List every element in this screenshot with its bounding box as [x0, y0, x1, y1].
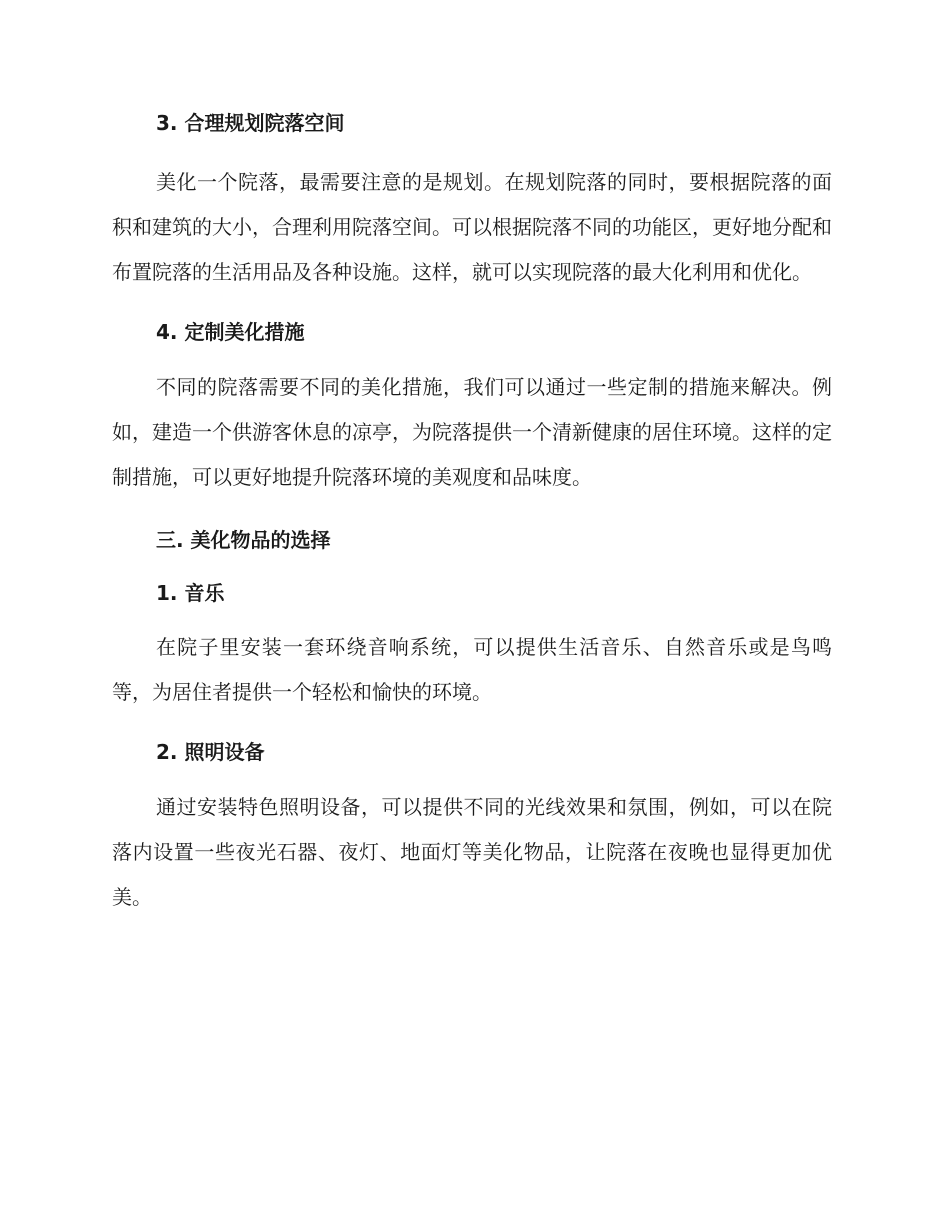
- section-paragraph-music: 在院子里安装一套环绕音响系统，可以提供生活音乐、自然音乐或是鸟鸣等，为居住者提供一个轻松和愉快的环境。: [112, 635, 832, 704]
- section-heading-planning: 3. 合理规划院落空间: [156, 111, 345, 135]
- section-heading-custom-measures: 4. 定制美化措施: [156, 320, 305, 344]
- section-heading-lighting: 2. 照明设备: [156, 740, 265, 764]
- section-paragraph-planning: 美化一个院落，最需要注意的是规划。在规划院落的同时，要根据院落的面积和建筑的大小，合理利用院落空间。可以根据院落不同的功能区，更好地分配和布置院落的生活用品及各种设施。这样，就可以实现院落的最大化利用和优化。: [112, 170, 832, 284]
- chapter-heading-item-selection: 三. 美化物品的选择: [156, 528, 331, 552]
- document-page: [112, 108, 832, 920]
- section-paragraph-custom-measures: 不同的院落需要不同的美化措施，我们可以通过一些定制的措施来解决。例如，建造一个供游客休息的凉亭，为院落提供一个清新健康的居住环境。这样的定制措施，可以更好地提升院落环境的美观度和品味度。: [112, 375, 832, 489]
- section-heading-music: 1. 音乐: [156, 581, 225, 605]
- section-paragraph-lighting: 通过安装特色照明设备，可以提供不同的光线效果和氛围，例如，可以在院落内设置一些夜光石器、夜灯、地面灯等美化物品，让院落在夜晚也显得更加优美。: [112, 795, 832, 909]
